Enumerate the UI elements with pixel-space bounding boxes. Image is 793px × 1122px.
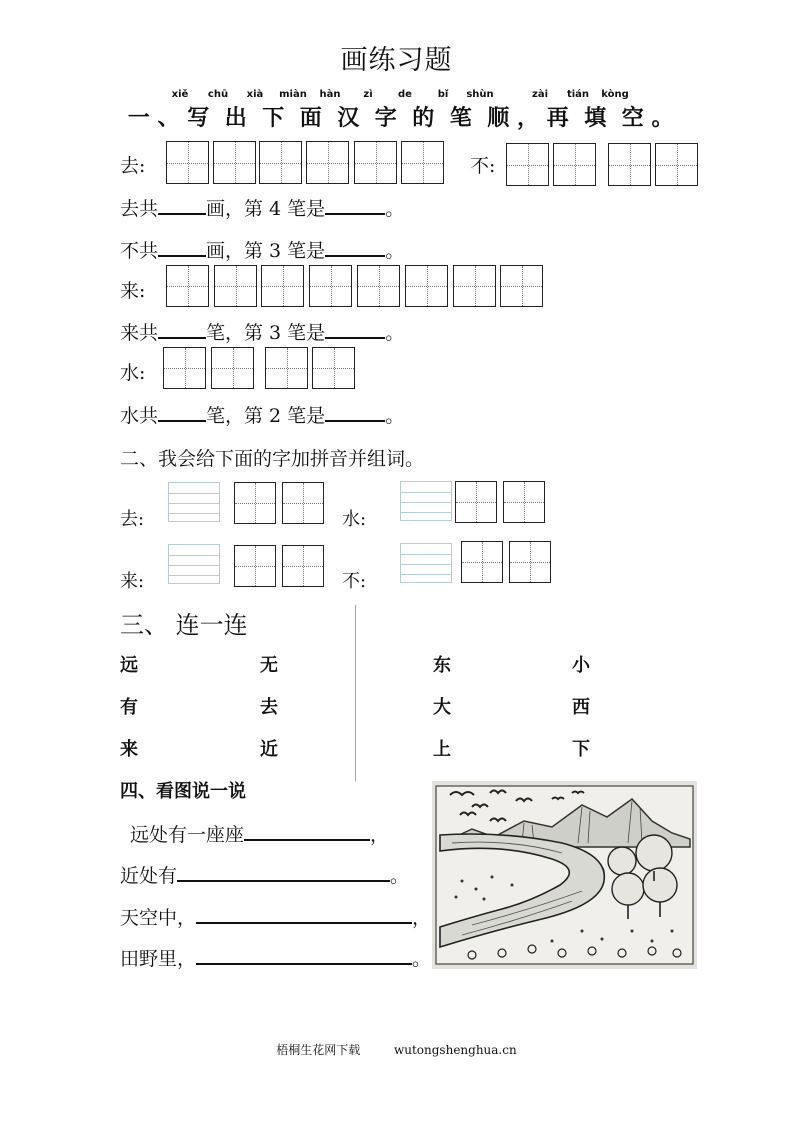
answer-blank[interactable] <box>158 195 206 215</box>
writing-box[interactable] <box>401 141 444 184</box>
pinyin: chū <box>207 89 229 100</box>
question-text: 不共 <box>120 240 159 262</box>
match-word[interactable]: 近 <box>260 739 278 760</box>
heading-char: 出 <box>224 105 247 131</box>
writing-box[interactable] <box>214 265 257 307</box>
char-label-qu: 去: <box>120 509 145 530</box>
writing-box[interactable] <box>500 265 543 307</box>
sentence-text: 天空中， <box>120 907 197 929</box>
pinyin: xià <box>246 89 264 100</box>
writing-box[interactable] <box>163 347 206 389</box>
section1-heading <box>120 101 674 132</box>
writing-box[interactable] <box>312 347 355 389</box>
heading-char: ， <box>517 105 540 131</box>
writing-box[interactable] <box>461 541 503 583</box>
sentence-text: ， <box>412 907 432 929</box>
pinyin: kòng <box>601 89 629 100</box>
pinyin: shùn <box>466 89 494 100</box>
pinyin-box[interactable] <box>400 543 452 583</box>
sentence-text: 。 <box>390 865 410 887</box>
heading-char: 。 <box>651 105 674 131</box>
question-text: 水共 <box>120 405 159 427</box>
heading-char: 笔 <box>449 105 472 131</box>
answer-blank[interactable] <box>158 402 206 422</box>
match-word[interactable]: 去 <box>260 697 278 718</box>
match-word[interactable]: 大 <box>433 697 451 718</box>
writing-box[interactable] <box>234 482 276 524</box>
char-label-lai: 来: <box>120 280 146 302</box>
writing-box[interactable] <box>655 143 698 186</box>
pinyin: zì <box>363 89 373 100</box>
sentence-text: 田野里， <box>120 948 197 970</box>
pinyin: miàn <box>279 89 307 100</box>
pinyin-box[interactable] <box>168 482 220 522</box>
pinyin: bǐ <box>437 89 449 100</box>
section2-heading: 二、我会给下面的字加拼音并组词。 <box>120 448 425 470</box>
pinyin-box[interactable] <box>168 544 220 584</box>
heading-char: 字 <box>374 105 397 131</box>
writing-box[interactable] <box>354 141 397 184</box>
char-label-lai: 来: <box>120 571 145 592</box>
writing-box[interactable] <box>166 265 209 307</box>
writing-box[interactable] <box>211 347 254 389</box>
describe-sentence-3 <box>120 903 431 930</box>
section4-heading: 四、看图说一说 <box>120 781 246 802</box>
match-word[interactable]: 下 <box>572 739 590 760</box>
answer-blank[interactable] <box>158 237 206 257</box>
pinyin: hàn <box>319 89 341 100</box>
column-divider <box>355 605 356 781</box>
answer-blank[interactable] <box>196 904 412 924</box>
match-word[interactable]: 小 <box>572 655 590 676</box>
writing-box[interactable] <box>455 481 497 523</box>
answer-blank[interactable] <box>325 319 385 339</box>
answer-blank[interactable] <box>325 195 385 215</box>
heading-char: 空 <box>621 105 644 131</box>
answer-blank[interactable] <box>244 821 370 841</box>
char-label-shui: 水: <box>342 509 367 530</box>
stroke-question-shui <box>120 401 404 428</box>
writing-box[interactable] <box>509 541 551 583</box>
answer-blank[interactable] <box>196 945 412 965</box>
heading-char: 一 <box>127 105 150 131</box>
sentence-text: 远处有一座座 <box>130 824 245 846</box>
question-text: 去共 <box>120 198 159 220</box>
describe-sentence-4 <box>120 944 431 971</box>
writing-box[interactable] <box>166 141 209 184</box>
char-label-shui: 水: <box>120 362 146 384</box>
pinyin-box[interactable] <box>400 481 452 521</box>
char-label-bu: 不: <box>470 155 496 177</box>
landscape-drawing <box>432 781 697 969</box>
pinyin: xiě <box>171 89 189 100</box>
sentence-text: 近处有 <box>120 865 178 887</box>
writing-box[interactable] <box>405 265 448 307</box>
writing-box[interactable] <box>259 141 302 184</box>
question-text: 。 <box>385 322 405 344</box>
footer-website: wutongshenghua.cn <box>393 1043 517 1057</box>
question-text: 笔，第 2 笔是 <box>206 405 326 427</box>
heading-char: 、 <box>157 105 180 131</box>
describe-sentence-2 <box>120 861 409 888</box>
match-word[interactable]: 东 <box>433 655 451 676</box>
writing-box[interactable] <box>309 265 352 307</box>
match-word[interactable]: 远 <box>120 655 138 676</box>
heading-char: 再 <box>546 105 569 131</box>
char-label-bu: 不: <box>342 571 367 592</box>
pinyin: de <box>398 89 412 100</box>
heading-char: 汉 <box>337 105 360 131</box>
page-footer <box>0 1041 793 1058</box>
answer-blank[interactable] <box>325 402 385 422</box>
question-text: 来共 <box>120 322 159 344</box>
heading-char: 写 <box>187 105 210 131</box>
pinyin: zài <box>532 89 548 100</box>
question-text: 画，第 3 笔是 <box>206 240 326 262</box>
stroke-question-lai <box>120 318 404 345</box>
answer-blank[interactable] <box>177 862 390 882</box>
char-label-qu: 去: <box>120 155 146 177</box>
writing-box[interactable] <box>282 482 324 524</box>
pinyin: tián <box>566 89 590 100</box>
answer-blank[interactable] <box>325 237 385 257</box>
writing-box[interactable] <box>608 143 651 186</box>
writing-box[interactable] <box>503 481 545 523</box>
footer-source: 梧桐生花网下载 <box>276 1043 361 1057</box>
heading-char: 下 <box>262 105 285 131</box>
page-title: 画练习题 <box>340 45 453 76</box>
writing-box[interactable] <box>453 265 496 307</box>
heading-char: 顺 <box>487 105 510 131</box>
question-text: 。 <box>385 405 405 427</box>
question-text: 。 <box>385 240 405 262</box>
question-text: 。 <box>385 198 405 220</box>
writing-box[interactable] <box>213 141 256 184</box>
writing-box[interactable] <box>553 143 596 186</box>
match-word[interactable]: 西 <box>572 697 590 718</box>
match-word[interactable]: 上 <box>433 739 451 760</box>
match-word[interactable]: 有 <box>120 697 138 718</box>
match-word[interactable]: 无 <box>260 655 278 676</box>
writing-box[interactable] <box>261 265 304 307</box>
writing-box[interactable] <box>506 143 549 186</box>
sentence-text: 。 <box>412 948 432 970</box>
sentence-text: ， <box>370 824 390 846</box>
stroke-question-bu <box>120 236 404 263</box>
section3-heading: 三、 连一连 <box>120 611 248 639</box>
heading-char: 的 <box>412 105 435 131</box>
writing-box[interactable] <box>357 265 400 307</box>
writing-box[interactable] <box>282 545 324 587</box>
writing-box[interactable] <box>265 347 308 389</box>
heading-char: 填 <box>584 105 607 131</box>
describe-sentence-1 <box>130 820 389 847</box>
writing-box[interactable] <box>234 545 276 587</box>
question-text: 画，第 4 笔是 <box>206 198 326 220</box>
stroke-question-qu <box>120 194 404 221</box>
heading-char: 面 <box>299 105 322 131</box>
match-word[interactable]: 来 <box>120 739 138 760</box>
question-text: 笔，第 3 笔是 <box>206 322 326 344</box>
writing-box[interactable] <box>306 141 349 184</box>
answer-blank[interactable] <box>158 319 206 339</box>
